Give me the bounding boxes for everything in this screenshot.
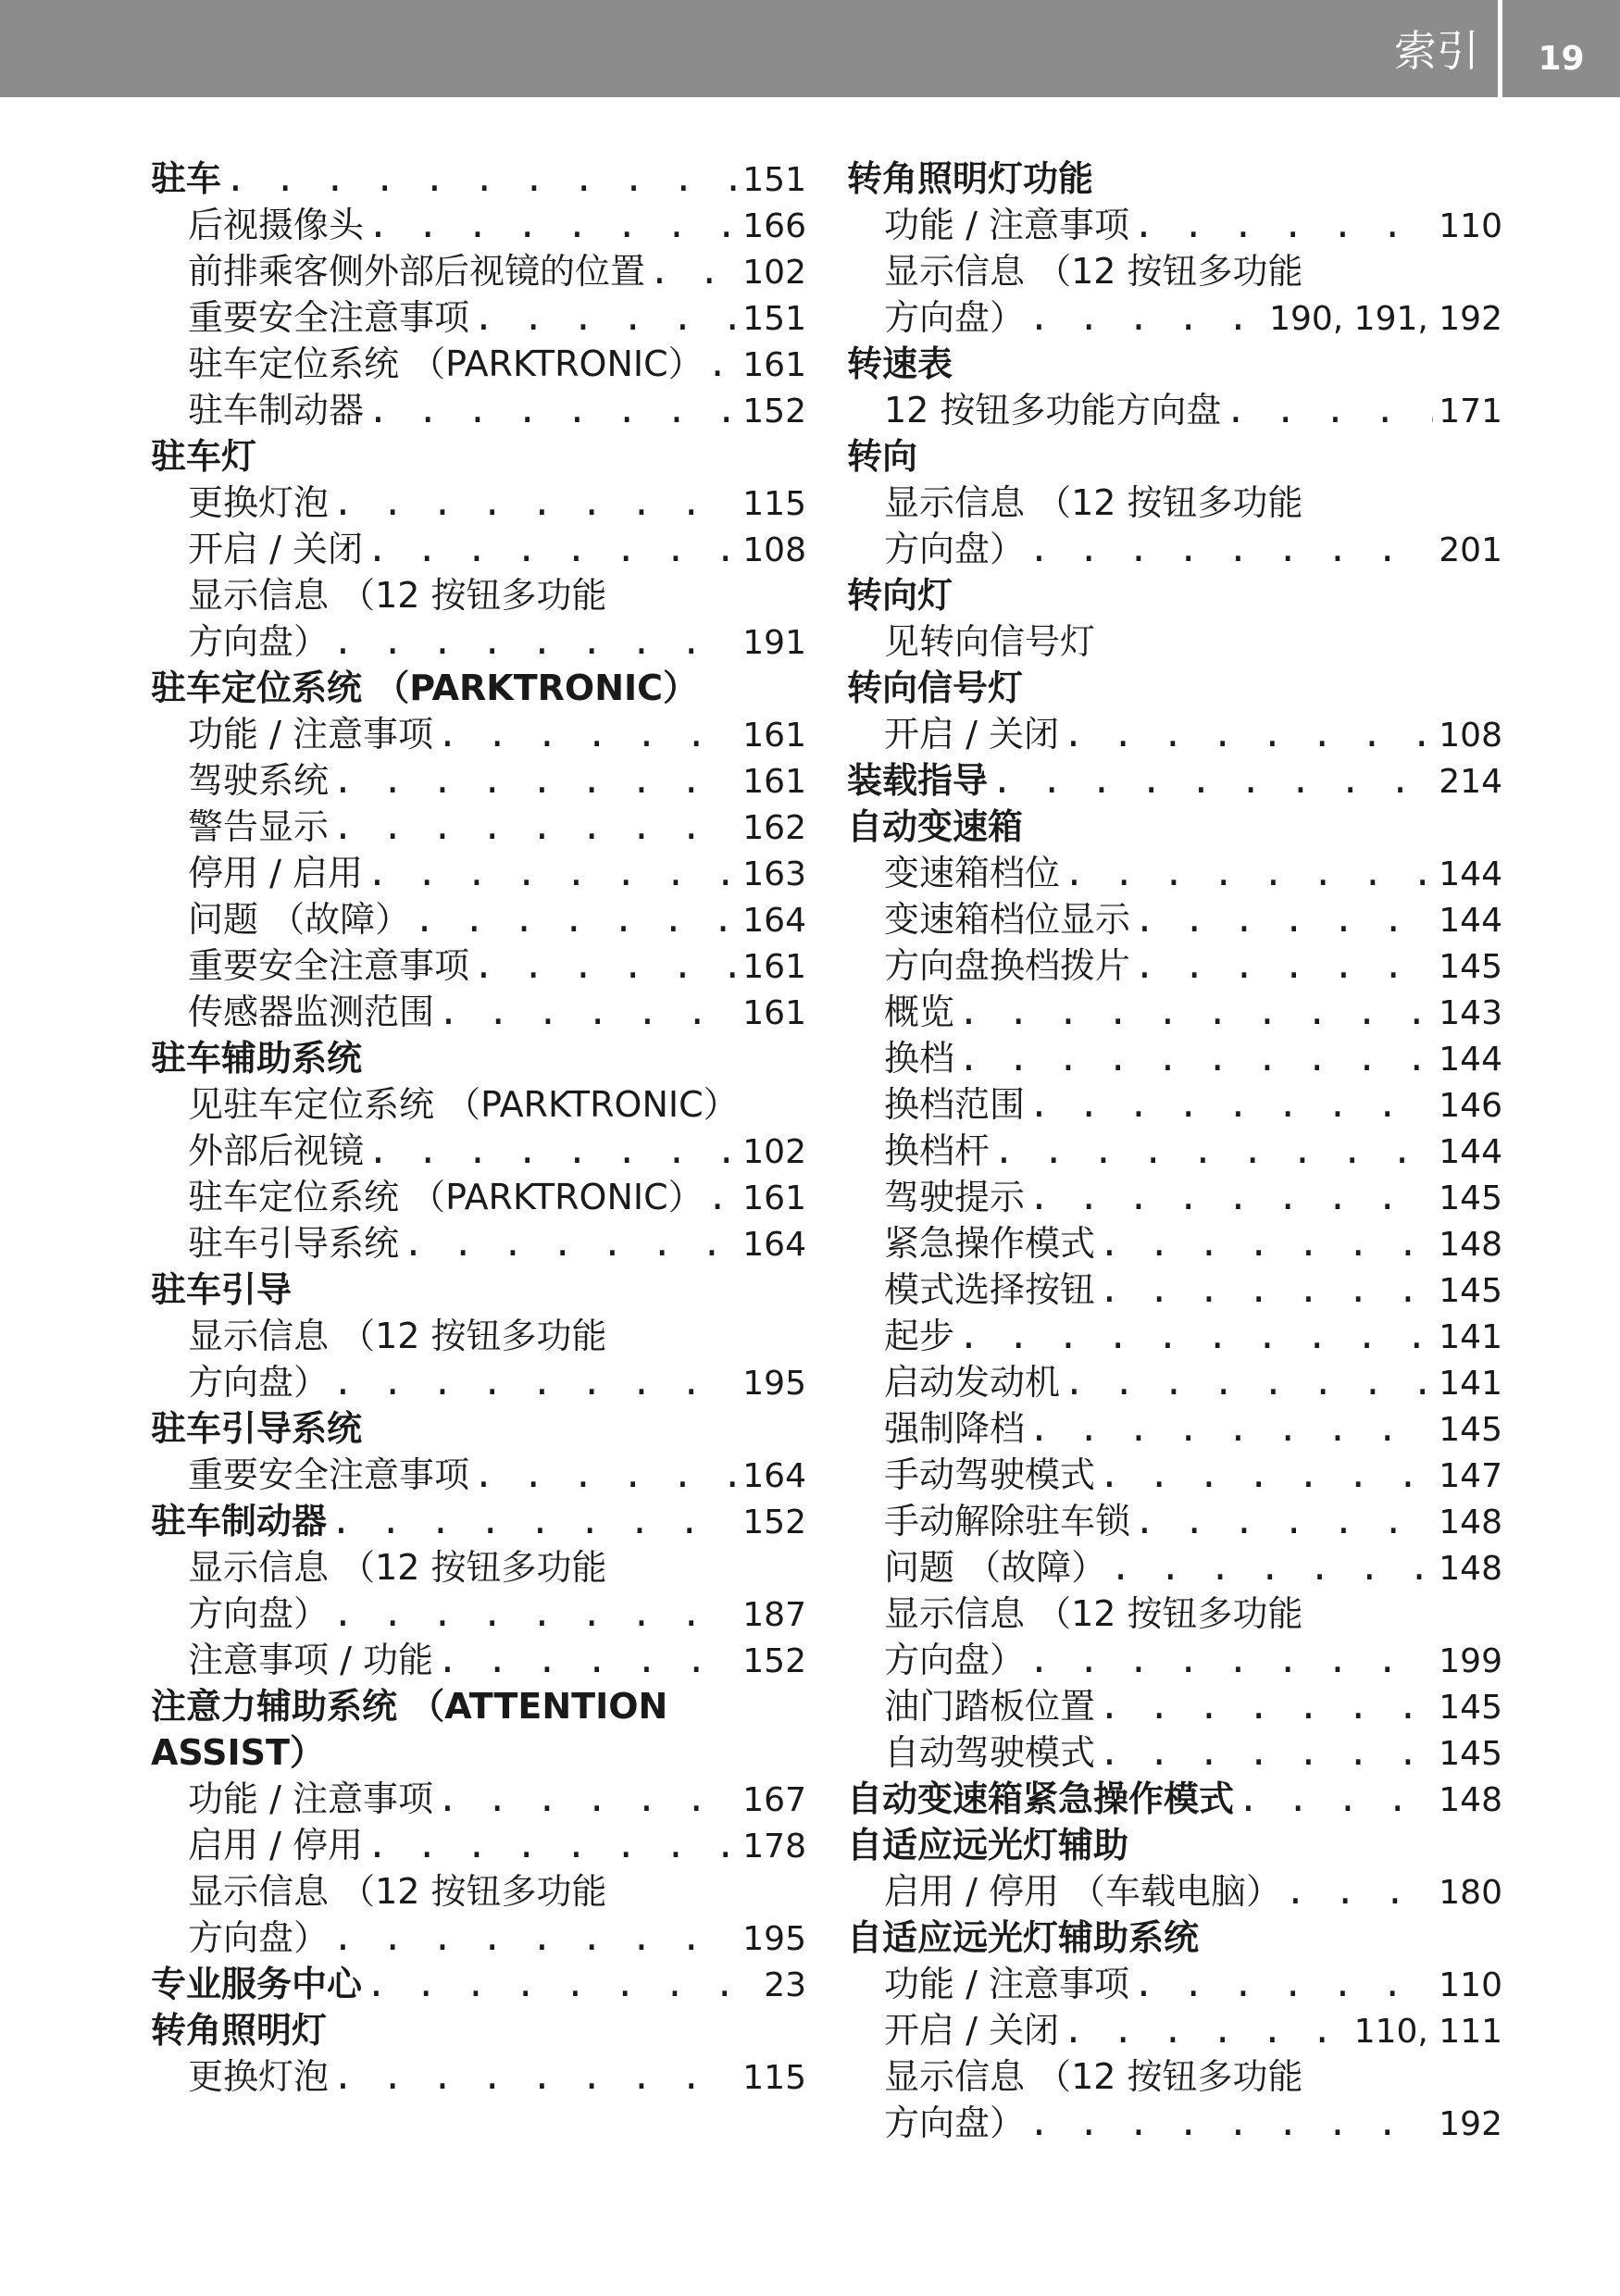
entry-page-ref[interactable]: 148: [1439, 1781, 1502, 1819]
entry-page-ref[interactable]: 145: [1439, 1735, 1502, 1773]
leader-dots: [1064, 1359, 1433, 1405]
leader-dots: [473, 1452, 737, 1498]
entry-page-ref[interactable]: 195: [742, 1365, 806, 1403]
index-subentry: [847, 2100, 1502, 2146]
entry-page-ref[interactable]: 161: [742, 1179, 806, 1217]
index-heading: [151, 1267, 806, 1313]
entry-page-ref[interactable]: 171: [1439, 393, 1502, 430]
page-number: 19: [1538, 40, 1585, 78]
entry-label: 自动变速箱紧急操作模式: [847, 1778, 1235, 1819]
leader-dots: [1134, 942, 1433, 989]
leader-dots: [1225, 387, 1433, 433]
leader-dots: [958, 989, 1433, 1035]
index-subentry: [151, 341, 806, 387]
entry-page-ref[interactable]: 195: [742, 1920, 806, 1958]
index-heading: [151, 665, 806, 711]
entry-label: 驻车引导系统: [188, 1223, 400, 1264]
leader-dots: [438, 989, 737, 1035]
entry-label: 转角照明灯: [151, 2010, 328, 2051]
entry-page-ref[interactable]: 143: [1439, 994, 1502, 1032]
entry-label: 显示信息 （12 按钮多功能: [884, 482, 1303, 523]
index-heading: [151, 1729, 806, 1776]
entry-label: 转角照明灯功能: [847, 158, 1094, 199]
entry-label: 换档范围: [884, 1084, 1026, 1125]
entry-page-ref[interactable]: 146: [1439, 1087, 1502, 1125]
entry-label: 停用 / 启用: [188, 853, 363, 893]
entry-label: 启动发动机: [884, 1362, 1061, 1403]
index-subentry: [151, 1822, 806, 1868]
leader-dots: [1134, 896, 1433, 942]
index-subentry: [847, 1729, 1502, 1776]
entry-page-ref[interactable]: 152: [742, 393, 806, 430]
index-subentry: [151, 387, 806, 433]
entry-page-ref[interactable]: 152: [742, 1642, 806, 1680]
entry-page-ref[interactable]: 145: [1439, 1411, 1502, 1449]
index-heading: [847, 1915, 1502, 1961]
entry-label: 方向盘）: [884, 2103, 1026, 2143]
entry-label: 方向盘）: [884, 1640, 1026, 1680]
leader-dots: [330, 1498, 737, 1544]
entry-page-ref[interactable]: 23: [764, 1966, 806, 2004]
entry-page-ref[interactable]: 161: [742, 948, 806, 986]
entry-label: 启用 / 停用: [188, 1825, 363, 1866]
entry-label: 变速箱档位显示: [884, 899, 1131, 940]
entry-page-ref[interactable]: 214: [1439, 763, 1502, 801]
entry-label: 手动解除驻车锁: [884, 1501, 1131, 1541]
leader-dots: [368, 387, 737, 433]
entry-page-ref[interactable]: 190, 191, 192: [1269, 300, 1502, 338]
index-subentry: [151, 1637, 806, 1683]
index-subentry: [847, 1220, 1502, 1267]
entry-label: 显示信息 （12 按钮多功能: [188, 1316, 607, 1356]
entry-page-ref[interactable]: 110: [1439, 1966, 1502, 2004]
index-column-right: [847, 156, 1502, 2146]
index-subentry: [151, 1359, 806, 1405]
index-heading: [847, 757, 1502, 804]
entry-page-ref[interactable]: 108: [1439, 717, 1502, 755]
entry-label: 更换灯泡: [188, 482, 330, 523]
entry-page-ref[interactable]: 180: [1439, 1874, 1502, 1912]
leader-dots: [1099, 1267, 1433, 1313]
entry-page-ref[interactable]: 115: [742, 485, 806, 523]
index-subentry: [151, 1915, 806, 1961]
entry-label: ASSIST）: [151, 1732, 325, 1773]
index-heading: [847, 341, 1502, 387]
leader-dots: [1063, 711, 1433, 757]
index-subentry: [151, 248, 806, 294]
entry-page-ref[interactable]: 161: [742, 346, 806, 384]
leader-dots: [225, 156, 737, 202]
index-heading: [151, 1405, 806, 1452]
index-subentry: [151, 1220, 806, 1267]
leader-dots: [1133, 202, 1433, 248]
entry-page-ref[interactable]: 187: [742, 1596, 806, 1634]
index-subentry: [847, 480, 1502, 526]
leader-dots: [473, 942, 737, 989]
entry-page-ref[interactable]: 145: [1439, 1179, 1502, 1217]
index-subentry: [151, 480, 806, 526]
entry-label: 转向: [847, 436, 918, 477]
leader-dots: [1133, 1961, 1433, 2007]
entry-label: 转向信号灯: [847, 668, 1024, 708]
index-subentry: [151, 942, 806, 989]
entry-label: 见转向信号灯: [884, 621, 1096, 662]
entry-page-ref[interactable]: 163: [742, 855, 806, 893]
entry-label: 方向盘换档拨片: [884, 945, 1131, 986]
leader-dots: [332, 1915, 737, 1961]
entry-page-ref[interactable]: 110: [1439, 207, 1502, 245]
entry-page-ref[interactable]: 161: [742, 717, 806, 755]
entry-label: 12 按钮多功能方向盘: [884, 390, 1222, 430]
entry-page-ref[interactable]: 161: [742, 763, 806, 801]
entry-page-ref[interactable]: 151: [742, 161, 806, 199]
leader-dots: [1099, 1729, 1433, 1776]
index-subentry: [151, 757, 806, 804]
index-heading: [847, 665, 1502, 711]
entry-label: 专业服务中心: [151, 1964, 363, 2004]
entry-label: 驻车定位系统 （PARKTRONIC）: [188, 1177, 704, 1217]
entry-label: 驻车制动器: [151, 1501, 328, 1541]
index-subentry: [847, 1313, 1502, 1359]
entry-label: 外部后视镜: [188, 1130, 365, 1171]
entry-label: 驻车引导系统: [151, 1408, 363, 1449]
index-subentry: [151, 1313, 806, 1359]
index-column-left: [151, 156, 806, 2100]
entry-label: 注意力辅助系统 （ATTENTION: [151, 1686, 668, 1727]
entry-label: 显示信息 （12 按钮多功能: [188, 575, 607, 616]
index-heading: [151, 1498, 806, 1544]
entry-label: 功能 / 注意事项: [188, 1778, 433, 1819]
index-subentry: [847, 1683, 1502, 1729]
index-subentry: [847, 2007, 1502, 2053]
index-subentry: [151, 1174, 806, 1220]
leader-dots: [437, 1776, 737, 1822]
entry-page-ref[interactable]: 201: [1439, 531, 1502, 569]
entry-label: 方向盘）: [188, 1362, 330, 1403]
entry-label: 警告显示: [188, 806, 330, 847]
entry-label: 方向盘）: [884, 297, 1026, 338]
leader-dots: [332, 2053, 737, 2100]
entry-label: 方向盘）: [884, 529, 1026, 569]
entry-label: 换档: [884, 1038, 955, 1079]
entry-label: 驻车: [151, 158, 222, 199]
leader-dots: [332, 757, 737, 804]
entry-label: 手动驾驶模式: [884, 1454, 1096, 1495]
entry-page-ref[interactable]: 145: [1439, 1689, 1502, 1727]
index-subentry: [847, 1405, 1502, 1452]
index-subentry: [847, 1267, 1502, 1313]
leader-dots: [332, 804, 737, 850]
index-subentry: [847, 896, 1502, 942]
entry-label: 油门踏板位置: [884, 1686, 1096, 1727]
index-subentry: [847, 294, 1502, 341]
entry-label: 显示信息 （12 按钮多功能: [884, 2056, 1303, 2097]
entry-label: 启用 / 停用 （车载电脑）: [884, 1871, 1282, 1912]
entry-label: 问题 （故障）: [884, 1547, 1107, 1588]
leader-dots: [1099, 1220, 1433, 1267]
index-heading: [151, 1035, 806, 1081]
leader-dots: [1028, 1174, 1433, 1220]
entry-label: 后视摄像头: [188, 205, 365, 245]
entry-label: 自适应远光灯辅助系统: [847, 1917, 1200, 1958]
index-subentry: [151, 1868, 806, 1915]
leader-dots: [707, 1174, 738, 1220]
index-subentry: [847, 1544, 1502, 1591]
entry-label: 驻车灯: [151, 436, 257, 477]
entry-label: 方向盘）: [188, 621, 330, 662]
entry-page-ref[interactable]: 102: [742, 254, 806, 292]
leader-dots: [1238, 1776, 1433, 1822]
index-subentry: [847, 1174, 1502, 1220]
entry-label: 转向灯: [847, 575, 953, 616]
leader-dots: [1063, 2007, 1349, 2053]
leader-dots: [414, 896, 737, 942]
entry-page-ref[interactable]: 167: [742, 1781, 806, 1819]
index-subentry: [151, 294, 806, 341]
entry-page-ref[interactable]: 192: [1439, 2105, 1502, 2143]
entry-page-ref[interactable]: 164: [742, 902, 806, 940]
entry-page-ref[interactable]: 108: [742, 531, 806, 569]
entry-label: 开启 / 关闭: [884, 2010, 1059, 2051]
entry-page-ref[interactable]: 145: [1439, 1272, 1502, 1310]
index-subentry: [151, 850, 806, 896]
index-subentry: [847, 1128, 1502, 1174]
leader-dots: [1099, 1452, 1433, 1498]
entry-page-ref[interactable]: 161: [742, 994, 806, 1032]
entry-label: 开启 / 关闭: [188, 529, 363, 569]
entry-label: 强制降档: [884, 1408, 1026, 1449]
index-subentry: [847, 1637, 1502, 1683]
entry-page-ref[interactable]: 141: [1439, 1318, 1502, 1356]
entry-label: 传感器监测范围: [188, 992, 435, 1032]
index-subentry: [151, 896, 806, 942]
entry-page-ref[interactable]: 144: [1439, 1133, 1502, 1171]
entry-label: 方向盘）: [188, 1917, 330, 1958]
index-subentry: [847, 202, 1502, 248]
leader-dots: [1028, 526, 1433, 572]
entry-page-ref[interactable]: 151: [742, 300, 806, 338]
leader-dots: [367, 850, 737, 896]
entry-label: 概览: [884, 992, 955, 1032]
leader-dots: [368, 202, 737, 248]
leader-dots: [1064, 850, 1433, 896]
leader-dots: [991, 757, 1433, 804]
leader-dots: [403, 1220, 737, 1267]
leader-dots: [1028, 2100, 1433, 2146]
entry-label: 见驻车定位系统 （PARKTRONIC）: [188, 1084, 739, 1125]
index-subentry: [151, 2053, 806, 2100]
entry-label: 驾驶提示: [884, 1177, 1026, 1217]
entry-label: 功能 / 注意事项: [884, 1964, 1129, 2004]
index-subentry: [847, 989, 1502, 1035]
entry-label: 变速箱档位: [884, 853, 1061, 893]
entry-label: 显示信息 （12 按钮多功能: [884, 1593, 1303, 1634]
index-subentry: [847, 1452, 1502, 1498]
index-subentry: [151, 1452, 806, 1498]
index-subentry: [847, 526, 1502, 572]
leader-dots: [1099, 1683, 1433, 1729]
leader-dots: [437, 711, 737, 757]
entry-page-ref[interactable]: 191: [742, 624, 806, 662]
leader-dots: [1110, 1544, 1433, 1591]
leader-dots: [958, 1035, 1433, 1081]
leader-dots: [332, 480, 737, 526]
index-subentry: [847, 711, 1502, 757]
index-subentry: [151, 572, 806, 618]
entry-label: 驻车引导: [151, 1269, 293, 1310]
leader-dots: [1028, 1637, 1433, 1683]
entry-page-ref[interactable]: 166: [742, 207, 806, 245]
index-subentry: [151, 1128, 806, 1174]
section-title: 索引: [1394, 26, 1479, 76]
index-subentry: [847, 618, 1502, 665]
entry-label: 换档杆: [884, 1130, 991, 1171]
entry-page-ref[interactable]: 148: [1439, 1226, 1502, 1264]
leader-dots: [993, 1128, 1433, 1174]
index-subentry: [151, 618, 806, 665]
index-subentry: [151, 1776, 806, 1822]
leader-dots: [473, 294, 737, 341]
index-subentry: [151, 989, 806, 1035]
entry-label: 注意事项 / 功能: [188, 1640, 433, 1680]
leader-dots: [367, 526, 737, 572]
index-subentry: [847, 1498, 1502, 1544]
entry-page-ref[interactable]: 144: [1439, 1041, 1502, 1079]
header-bar: [0, 0, 1620, 97]
index-heading: [847, 1822, 1502, 1868]
index-heading: [151, 1961, 806, 2007]
entry-label: 自适应远光灯辅助: [847, 1825, 1129, 1866]
leader-dots: [1028, 294, 1264, 341]
index-heading: [151, 1683, 806, 1729]
leader-dots: [367, 1822, 737, 1868]
entry-label: 更换灯泡: [188, 2056, 330, 2097]
leader-dots: [1134, 1498, 1433, 1544]
entry-label: 驾驶系统: [188, 760, 330, 801]
index-subentry: [151, 804, 806, 850]
index-subentry: [847, 1359, 1502, 1405]
leader-dots: [332, 1591, 737, 1637]
entry-label: 自动驾驶模式: [884, 1732, 1096, 1773]
entry-page-ref[interactable]: 102: [742, 1133, 806, 1171]
leader-dots: [1285, 1868, 1433, 1915]
entry-label: 方向盘）: [188, 1593, 330, 1634]
index-subentry: [151, 1544, 806, 1591]
entry-label: 功能 / 注意事项: [188, 714, 433, 755]
entry-page-ref[interactable]: 110, 111: [1353, 2013, 1502, 2051]
entry-page-ref[interactable]: 144: [1439, 855, 1502, 893]
entry-page-ref[interactable]: 178: [742, 1828, 806, 1866]
entry-label: 前排乘客侧外部后视镜的位置: [188, 251, 646, 292]
index-subentry: [151, 202, 806, 248]
entry-label: 模式选择按钮: [884, 1269, 1096, 1310]
entry-label: 问题 （故障）: [188, 899, 411, 940]
entry-page-ref[interactable]: 162: [742, 809, 806, 847]
leader-dots: [332, 618, 737, 665]
index-subentry: [847, 1035, 1502, 1081]
entry-page-ref[interactable]: 141: [1439, 1365, 1502, 1403]
index-subentry: [847, 1591, 1502, 1637]
index-heading: [151, 433, 806, 480]
index-subentry: [151, 711, 806, 757]
leader-dots: [366, 1961, 758, 2007]
index-subentry: [151, 1081, 806, 1128]
leader-dots: [332, 1359, 737, 1405]
leader-dots: [437, 1637, 737, 1683]
entry-page-ref[interactable]: 152: [742, 1504, 806, 1541]
index-subentry: [847, 248, 1502, 294]
entry-label: 重要安全注意事项: [188, 1454, 470, 1495]
index-subentry: [847, 2053, 1502, 2100]
index-subentry: [847, 1081, 1502, 1128]
entry-page-ref[interactable]: 148: [1439, 1504, 1502, 1541]
index-subentry: [847, 1961, 1502, 2007]
entry-label: 驻车定位系统 （PARKTRONIC）: [151, 668, 699, 708]
entry-label: 装载指导: [847, 760, 989, 801]
entry-label: 驻车制动器: [188, 390, 365, 430]
leader-dots: [958, 1313, 1433, 1359]
entry-label: 驻车辅助系统: [151, 1038, 363, 1079]
entry-page-ref[interactable]: 147: [1439, 1457, 1502, 1495]
index-heading: [847, 433, 1502, 480]
leader-dots: [1028, 1405, 1433, 1452]
entry-label: 功能 / 注意事项: [884, 205, 1129, 245]
leader-dots: [649, 248, 737, 294]
entry-page-ref[interactable]: 145: [1439, 948, 1502, 986]
entry-page-ref[interactable]: 164: [742, 1457, 806, 1495]
entry-label: 显示信息 （12 按钮多功能: [884, 251, 1303, 292]
entry-label: 开启 / 关闭: [884, 714, 1059, 755]
entry-label: 起步: [884, 1316, 955, 1356]
leader-dots: [707, 341, 738, 387]
entry-label: 紧急操作模式: [884, 1223, 1096, 1264]
entry-label: 驻车定位系统 （PARKTRONIC）: [188, 343, 704, 384]
index-heading: [847, 804, 1502, 850]
index-heading: [847, 572, 1502, 618]
entry-label: 转速表: [847, 343, 953, 384]
index-subentry: [151, 526, 806, 572]
entry-label: 重要安全注意事项: [188, 945, 470, 986]
entry-label: 显示信息 （12 按钮多功能: [188, 1871, 607, 1912]
entry-page-ref[interactable]: 144: [1439, 902, 1502, 940]
index-heading: [151, 2007, 806, 2053]
entry-page-ref[interactable]: 115: [742, 2059, 806, 2097]
index-subentry: [847, 387, 1502, 433]
entry-label: 自动变速箱: [847, 806, 1024, 847]
index-heading: [847, 1776, 1502, 1822]
entry-page-ref[interactable]: 164: [742, 1226, 806, 1264]
entry-label: 重要安全注意事项: [188, 297, 470, 338]
index-subentry: [151, 1591, 806, 1637]
entry-label: 显示信息 （12 按钮多功能: [188, 1547, 607, 1588]
index-subentry: [847, 1868, 1502, 1915]
index-heading: [847, 156, 1502, 202]
entry-page-ref[interactable]: 148: [1439, 1550, 1502, 1588]
index-subentry: [847, 942, 1502, 989]
leader-dots: [368, 1128, 737, 1174]
entry-page-ref[interactable]: 199: [1439, 1642, 1502, 1680]
index-heading: [151, 156, 806, 202]
index-subentry: [847, 850, 1502, 896]
leader-dots: [1028, 1081, 1433, 1128]
